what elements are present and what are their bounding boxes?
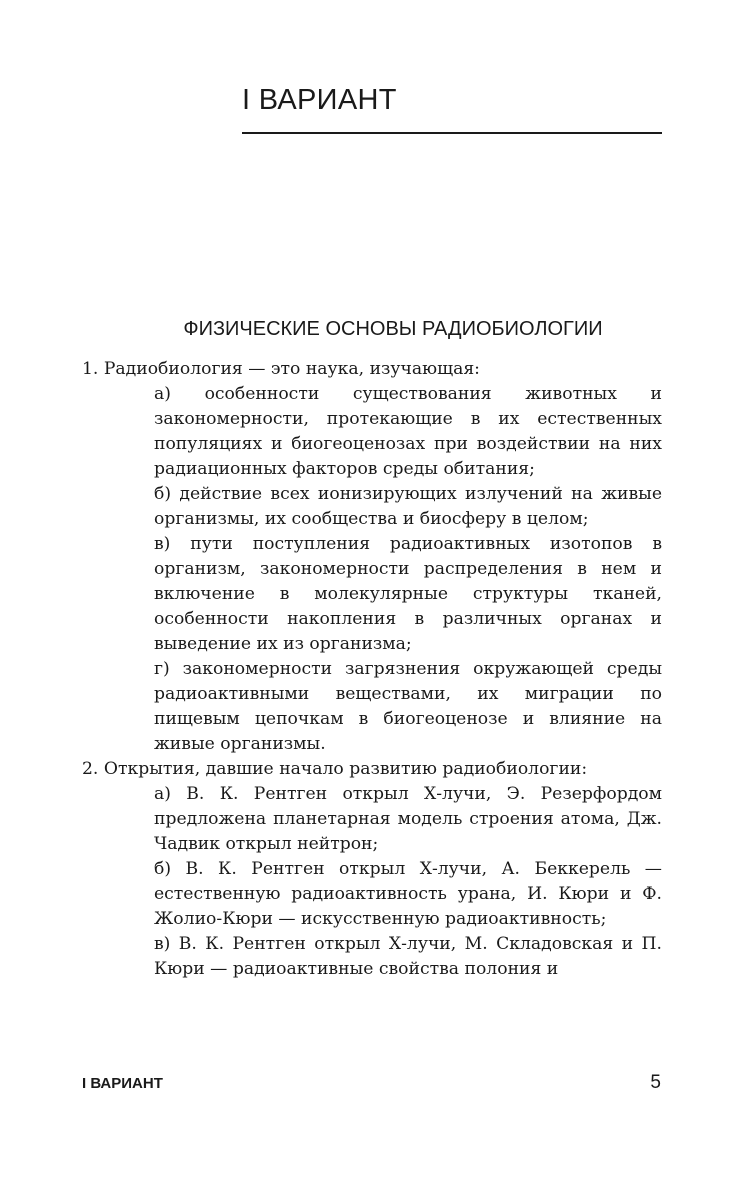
- answer-option-v: в) В. К. Рентген открыл Х-лучи, М. Складовская и П. Кюри — радиоактивные свойства полония и: [154, 934, 662, 979]
- answer-option-a: а) В. К. Рентген открыл Х-лучи, Э. Резерфордом предложена планетарная модель строения атома, Дж. Чадвик открыл нейтрон;: [154, 784, 662, 854]
- page-number: 5: [650, 1072, 661, 1093]
- answer-options: [82, 382, 662, 757]
- answer-option-b: б) В. К. Рентген открыл Х-лучи, А. Беккерель — естественную радиоактивность урана, И. Кюри и Ф. Жолио-Кюри — искусственную радиоактивность;: [154, 859, 662, 929]
- answer-option-b: б) действие всех ионизирующих излучений на живые организмы, их сообщества и биосферу в целом;: [154, 484, 662, 529]
- question-1: [82, 357, 662, 757]
- title-underline: [242, 132, 662, 134]
- running-head: I ВАРИАНТ: [82, 1075, 163, 1092]
- question-2: [82, 757, 662, 982]
- answer-option-v: в) пути поступления радиоактивных изотопов в организм, закономерности распределения в нем и включение в молекулярные структуры тканей, особенности накопления в различных органах и выведение их из организма;: [154, 534, 662, 654]
- answer-options: [82, 782, 662, 982]
- questions-list: [82, 357, 662, 982]
- variant-title: I ВАРИАНТ: [242, 84, 397, 116]
- answer-option-a: а) особенности существования животных и закономерности, протекающие в их естественных популяциях и биогеоценозах при воздействии на них радиационных факторов среды обитания;: [154, 384, 662, 479]
- answer-option-g: г) закономерности загрязнения окружающей среды радиоактивными веществами, их миграции по пищевым цепочкам в биогеоценозе и влияние на живые организмы.: [154, 659, 662, 754]
- question-stem: 1. Радиобиология — это наука, изучающая:: [82, 359, 480, 379]
- question-stem: 2. Открытия, давшие начало развитию радиобиологии:: [82, 759, 588, 779]
- section-heading: ФИЗИЧЕСКИЕ ОСНОВЫ РАДИОБИОЛОГИИ: [183, 318, 603, 340]
